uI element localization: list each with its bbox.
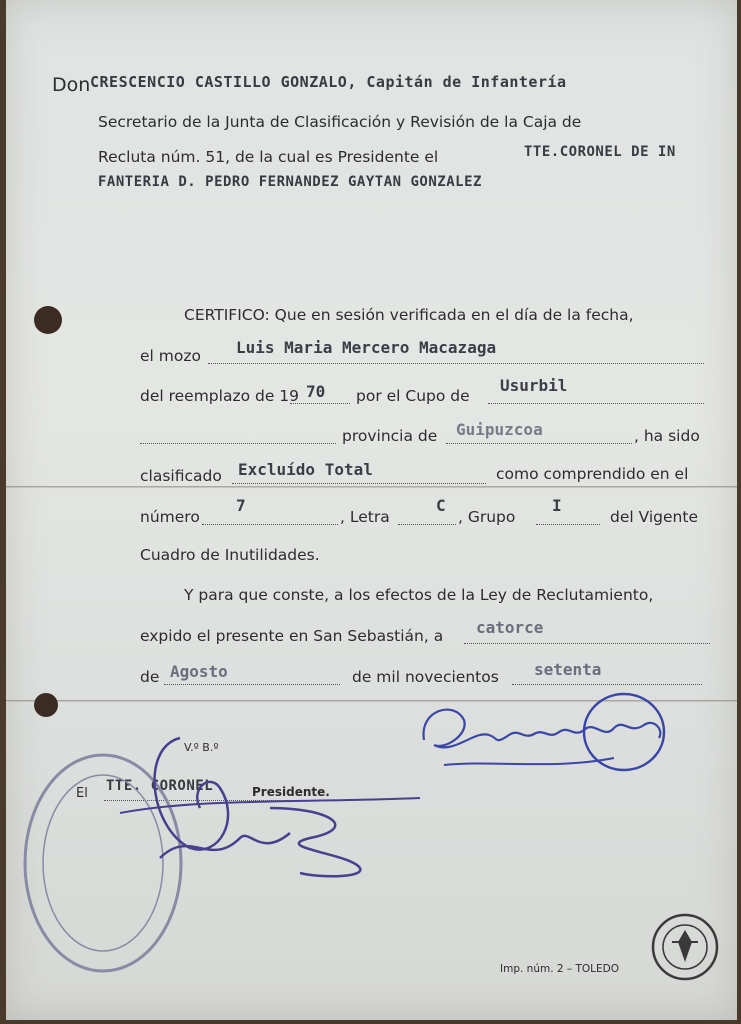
punch-hole [34, 306, 62, 334]
presidente-label: Presidente. [252, 785, 330, 799]
numero-value: 7 [236, 496, 246, 515]
mil-text: de mil novecientos [352, 668, 499, 686]
expido-text: expido el presente en San Sebastián, a [140, 627, 444, 645]
letra-value: C [436, 496, 446, 515]
clasificado-value: Excluído Total [238, 460, 373, 479]
secretary-name: CRESCENCIO CASTILLO GONZALO, Capitán de Infantería [90, 73, 567, 91]
anio-value: setenta [534, 660, 602, 679]
president-name: FANTERIA D. PEDRO FERNANDEZ GAYTAN GONZALEZ [98, 174, 482, 190]
presidente-rank: TTE. CORONEL [106, 778, 214, 794]
cuadro-text: Cuadro de Inutilidades. [140, 546, 320, 564]
president-signature [120, 728, 420, 898]
grupo-value: I [552, 496, 562, 515]
punch-hole [34, 693, 58, 717]
clasificado-label: clasificado [140, 467, 222, 485]
provincia-label: provincia de [342, 427, 438, 445]
mozo-label: el mozo [140, 347, 201, 365]
letra-label: , Letra [340, 508, 390, 526]
vb-label: V.º B.º [184, 741, 219, 754]
recluta-line: Recluta núm. 51, de la cual es Presidente el [98, 148, 439, 166]
numero-label: número [140, 508, 200, 526]
president-rank: TTE.CORONEL DE IN [524, 144, 676, 160]
certifico-text: CERTIFICO: Que en sesión verificada en el día de la fecha, [184, 306, 634, 324]
comprendido-text: como comprendido en el [496, 465, 689, 483]
ha-sido-label: , ha sido [634, 427, 700, 445]
secretary-title: Secretario de la Junta de Clasificación y Revisión de la Caja de [98, 113, 582, 131]
cupo-label: por el Cupo de [356, 387, 470, 405]
seal-icon [650, 912, 720, 982]
mes-value: Agosto [170, 662, 228, 681]
vigente-text: del Vigente [610, 508, 698, 526]
dia-value: catorce [476, 618, 544, 637]
cupo-value: Usurbil [500, 376, 568, 395]
imprenta-text: Imp. núm. 2 – TOLEDO [500, 963, 619, 975]
el-label: El [76, 786, 88, 801]
don-label: Don [52, 74, 91, 96]
paper-fold [6, 486, 737, 489]
mozo-value: Luis Maria Mercero Macazaga [236, 338, 497, 357]
conste-text: Y para que conste, a los efectos de la Ley de Reclutamiento, [184, 586, 654, 604]
grupo-label: , Grupo [458, 508, 516, 526]
provincia-value: Guipuzcoa [456, 420, 543, 439]
secretary-signature [414, 690, 674, 780]
de-label: de [140, 668, 160, 686]
reemplazo-value: 70 [306, 382, 326, 401]
reemplazo-label: del reemplazo de 19 [140, 387, 300, 405]
